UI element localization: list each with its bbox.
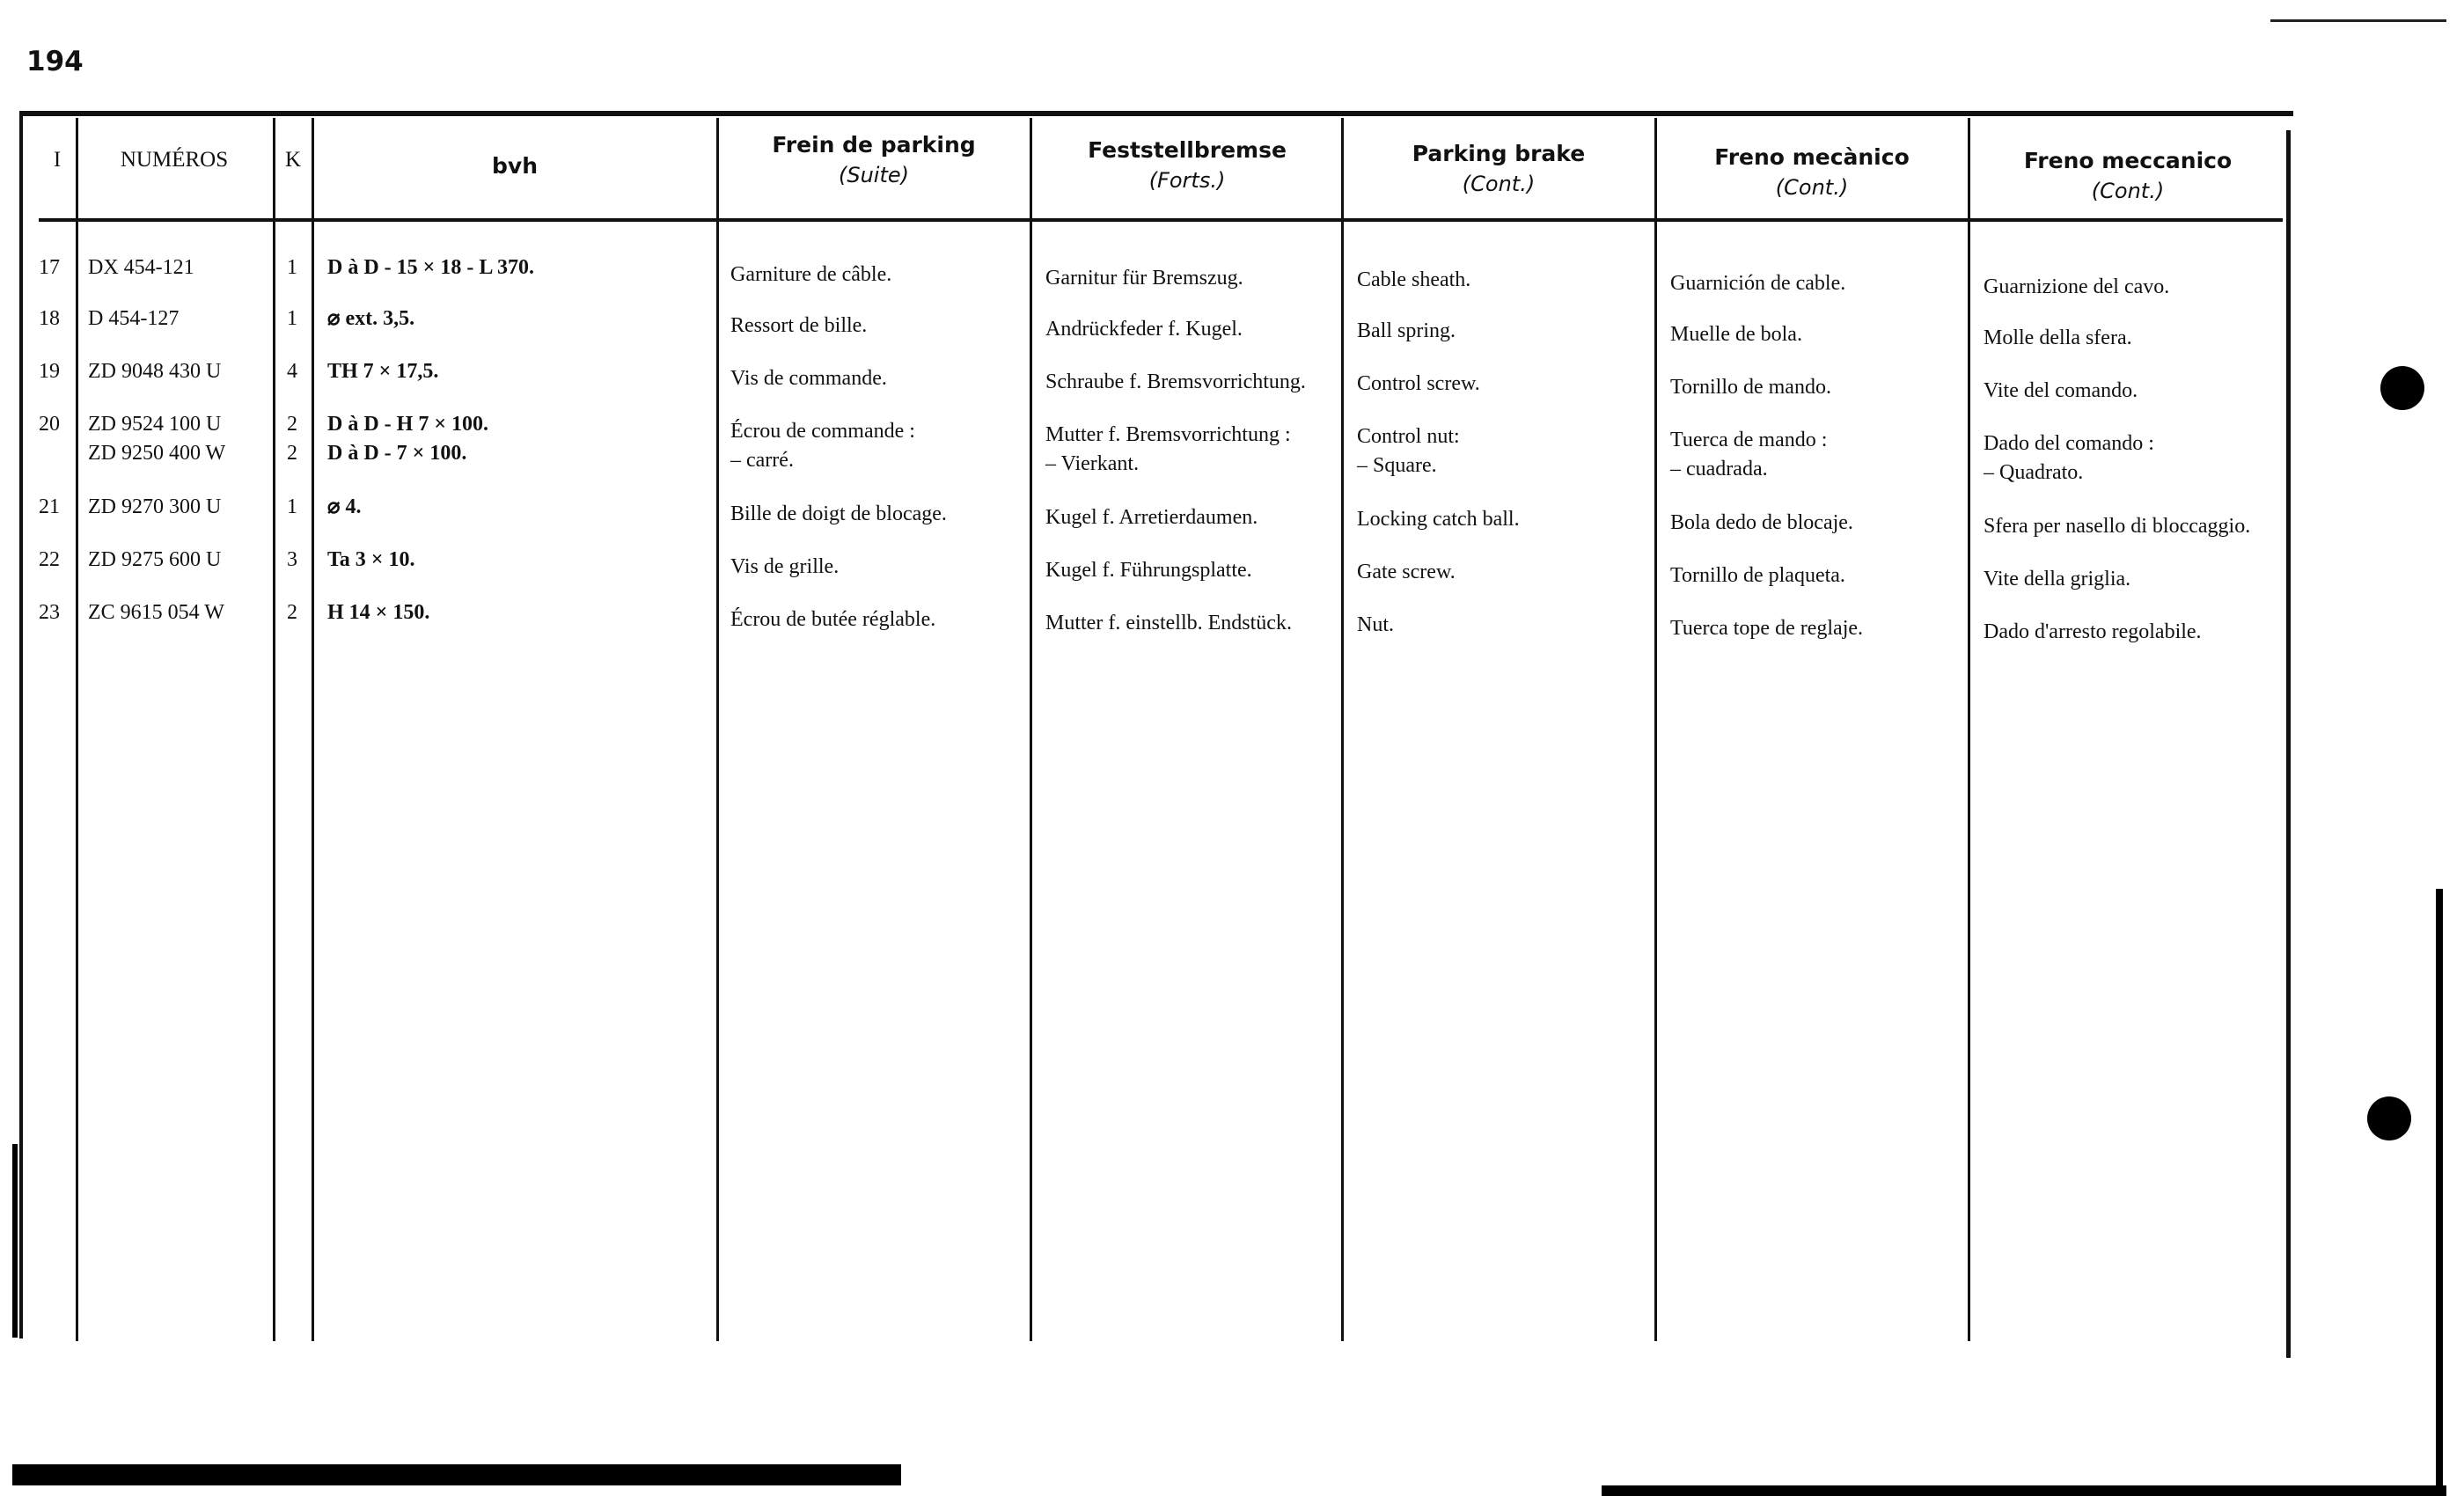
- desc-italian: Dado d'arresto regolabile.: [1984, 620, 2202, 643]
- bvh-spec: Ta 3 × 10.: [327, 548, 415, 571]
- quantity: 1: [287, 256, 297, 279]
- table-row: [0, 598, 2464, 660]
- header-german-title: Feststellbremse: [1088, 137, 1287, 163]
- desc-german: Kugel f. Führungsplatte.: [1045, 559, 1252, 582]
- desc-italian: Dado del comando : – Quadrato.: [1984, 432, 2154, 484]
- part-number: ZD 9048 430 U: [88, 360, 222, 383]
- scan-edge-shadow: [2436, 889, 2443, 1496]
- bvh-spec: TH 7 × 17,5.: [327, 360, 439, 383]
- header-italian-sub: (Cont.): [2091, 179, 2165, 203]
- quantity: 4: [287, 360, 297, 383]
- desc-italian: Molle della sfera.: [1984, 326, 2132, 349]
- header-spanish-title: Freno mecànico: [1714, 144, 1910, 170]
- desc-german: Schraube f. Bremsvorrichtung.: [1045, 370, 1306, 393]
- bvh-spec: H 14 × 150.: [327, 601, 430, 624]
- desc-french: Garniture de câble.: [730, 263, 892, 286]
- quantity: 1: [287, 307, 297, 330]
- header-english-title: Parking brake: [1412, 141, 1586, 166]
- header-french-title: Frein de parking: [772, 132, 976, 158]
- desc-english: Control screw.: [1357, 372, 1480, 395]
- desc-spanish: Tuerca tope de reglaje.: [1670, 617, 1864, 640]
- desc-english: Gate screw.: [1357, 561, 1456, 583]
- desc-german: Mutter f. Bremsvorrichtung : – Vierkant.: [1045, 423, 1291, 475]
- desc-italian: Guarnizione del cavo.: [1984, 275, 2170, 298]
- header-bvh: bvh: [492, 153, 538, 179]
- desc-english: Control nut: – Square.: [1357, 425, 1460, 477]
- desc-german: Andrückfeder f. Kugel.: [1045, 318, 1243, 341]
- part-number: DX 454-121: [88, 256, 194, 279]
- part-number: ZD 9270 300 U: [88, 495, 222, 518]
- desc-german: Kugel f. Arretierdaumen.: [1045, 506, 1258, 529]
- header-numbers: NUMÉROS: [120, 148, 229, 172]
- bvh-spec: D à D - H 7 × 100. D à D - 7 × 100.: [327, 413, 488, 465]
- quantity: 2 2: [287, 413, 297, 465]
- desc-french: Écrou de commande : – carré.: [730, 420, 915, 472]
- header-german-sub: (Forts.): [1148, 168, 1226, 193]
- desc-spanish: Tornillo de mando.: [1670, 376, 1831, 399]
- desc-french: Ressort de bille.: [730, 314, 868, 337]
- bvh-spec: ⌀ ext. 3,5.: [327, 307, 415, 330]
- quantity: 3: [287, 548, 297, 571]
- row-index: 18: [39, 307, 60, 330]
- header-french-sub: (Suite): [838, 163, 909, 187]
- bvh-spec: ⌀ 4.: [327, 495, 362, 518]
- part-number: D 454-127: [88, 307, 180, 330]
- row-index: 22: [39, 548, 60, 571]
- desc-italian: Sfera per nasello di bloccaggio.: [1984, 515, 2251, 538]
- header-spanish-sub: (Cont.): [1775, 175, 1849, 200]
- quantity: 1: [287, 495, 297, 518]
- bvh-spec: D à D - 15 × 18 - L 370.: [327, 256, 535, 279]
- desc-english: Locking catch ball.: [1357, 508, 1520, 531]
- scan-edge-shadow: [1602, 1485, 2446, 1496]
- desc-german: Mutter f. einstellb. Endstück.: [1045, 612, 1292, 634]
- desc-french: Vis de grille.: [730, 555, 840, 578]
- desc-french: Écrou de butée réglable.: [730, 608, 936, 631]
- row-index: 19: [39, 360, 60, 383]
- part-number: ZC 9615 054 W: [88, 601, 224, 624]
- header-english-sub: (Cont.): [1462, 172, 1536, 196]
- desc-french: Bille de doigt de blocage.: [730, 502, 947, 525]
- desc-english: Nut.: [1357, 613, 1394, 636]
- desc-spanish: Guarnición de cable.: [1670, 272, 1846, 295]
- row-index: 20: [39, 413, 60, 436]
- page-number: 194: [26, 46, 84, 77]
- desc-spanish: Tornillo de plaqueta.: [1670, 564, 1845, 587]
- part-number: ZD 9275 600 U: [88, 548, 222, 571]
- row-index: 17: [39, 256, 60, 279]
- header-index: I: [53, 148, 62, 172]
- desc-spanish: Bola dedo de blocaje.: [1670, 511, 1853, 534]
- scan-edge-shadow: [12, 1144, 18, 1338]
- desc-spanish: Tuerca de mando : – cuadrada.: [1670, 429, 1828, 480]
- desc-english: Cable sheath.: [1357, 268, 1471, 291]
- row-index: 21: [39, 495, 60, 518]
- desc-french: Vis de commande.: [730, 367, 887, 390]
- table-row: [0, 410, 2464, 498]
- desc-italian: Vite della griglia.: [1984, 568, 2131, 590]
- quantity: 2: [287, 601, 297, 624]
- desc-german: Garnitur für Bremszug.: [1045, 267, 1243, 290]
- part-number: ZD 9524 100 U ZD 9250 400 W: [88, 413, 226, 465]
- scan-edge-shadow: [12, 1464, 901, 1485]
- header-italian-title: Freno meccanico: [2023, 148, 2233, 173]
- punch-hole: [2367, 1096, 2411, 1140]
- header-k: K: [284, 148, 302, 172]
- punch-hole: [2380, 366, 2424, 410]
- desc-spanish: Muelle de bola.: [1670, 323, 1802, 346]
- desc-english: Ball spring.: [1357, 319, 1456, 342]
- row-index: 23: [39, 601, 60, 624]
- desc-italian: Vite del comando.: [1984, 379, 2138, 402]
